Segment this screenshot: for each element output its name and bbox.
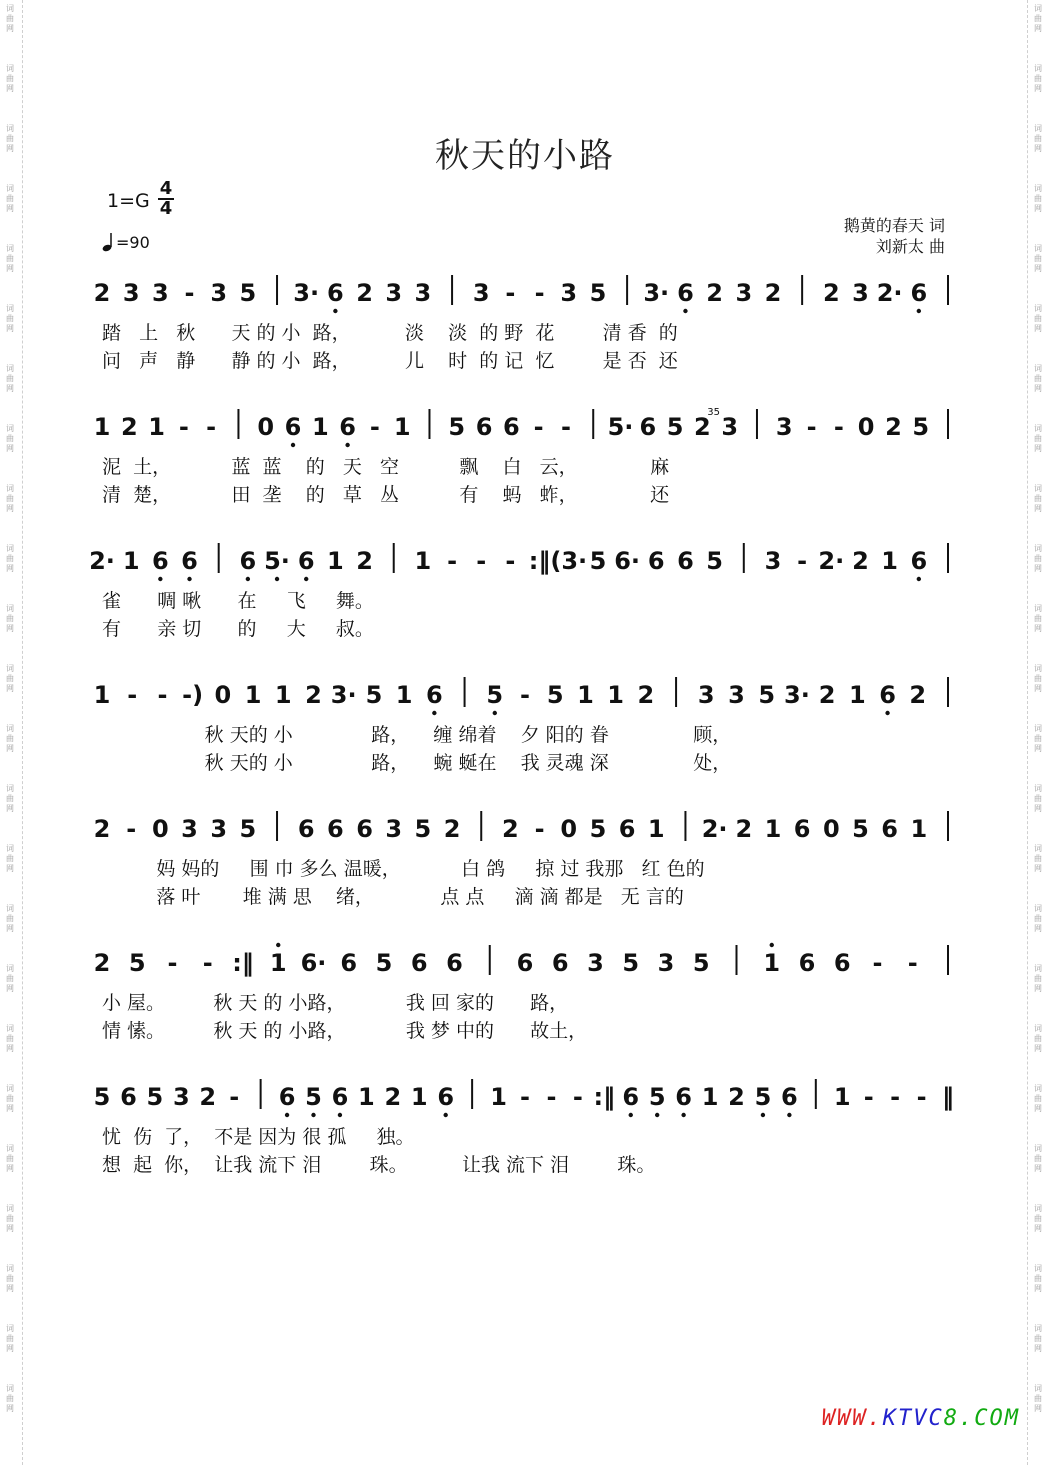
note-digit: 1 xyxy=(577,681,594,709)
note-digit: 2 xyxy=(120,413,138,441)
note-digit: 1 xyxy=(410,1083,428,1111)
note-digit: 5 xyxy=(239,815,257,843)
note-digit: - xyxy=(520,1083,530,1111)
note-digit: 6 xyxy=(516,949,534,977)
note-digit: 2 xyxy=(735,815,753,843)
note-digit: - xyxy=(127,681,138,709)
edge-mark-text: 词曲网 xyxy=(1034,664,1042,693)
note-digit: 6 xyxy=(278,1083,296,1111)
note-digit: 2 xyxy=(885,413,902,441)
note-digit: 1 xyxy=(833,1083,851,1111)
low-octave-dot xyxy=(917,309,921,313)
note-digit: 6 xyxy=(284,413,302,441)
edge-mark-text: 词曲网 xyxy=(6,844,14,873)
edge-mark-text: 词曲网 xyxy=(1034,1144,1042,1173)
edge-mark-text: 词曲网 xyxy=(1034,784,1042,813)
note-digit: 2 xyxy=(637,681,655,709)
note-digit: 2 xyxy=(852,547,869,575)
note-digit: 3· xyxy=(784,681,810,709)
edge-mark-text: 词曲网 xyxy=(1034,604,1042,633)
note-digit: 1 xyxy=(122,547,140,575)
edge-mark-text: 词曲网 xyxy=(1034,904,1042,933)
edge-mark-text: 词曲网 xyxy=(1034,364,1042,393)
note-digit: 5 xyxy=(305,1083,322,1111)
note-digit: 5 xyxy=(93,1083,111,1111)
high-octave-dot xyxy=(770,943,774,947)
note-digit: 5 xyxy=(128,949,146,977)
note-digit: - xyxy=(833,413,844,441)
note-digit: 2 xyxy=(305,681,322,709)
grace-note: 35 xyxy=(707,407,721,418)
note-digit: 2 xyxy=(822,279,840,307)
edge-mark-text: 词曲网 xyxy=(6,904,14,933)
low-octave-dot xyxy=(246,577,250,581)
note-digit: 2 xyxy=(706,279,723,307)
note-digit: 5 xyxy=(706,547,723,575)
edge-mark-text: 词曲网 xyxy=(6,424,14,453)
key-signature: 1=G xyxy=(107,190,150,212)
note-digit: - xyxy=(206,413,217,441)
lyric-line: 有 亲 切 的 大 叔。 xyxy=(102,618,374,640)
time-signature-bottom: 4 xyxy=(159,198,173,219)
note-digit: - xyxy=(534,815,545,843)
high-octave-dot xyxy=(276,943,280,947)
note-digit: 6 xyxy=(437,1083,455,1111)
lyric-line: 落 叶 堆 满 思 绪， 点 点 滴 滴 都是 无 言的 xyxy=(102,886,684,908)
note-digit: 5 xyxy=(852,815,869,843)
site-watermark xyxy=(822,1406,1020,1431)
edge-mark-text: 词曲网 xyxy=(1034,424,1042,453)
note-digit: 0 xyxy=(560,815,578,843)
lyric-line: 妈 妈的 围 巾 多么 温暖， 白 鸽 掠 过 我那 红 色的 xyxy=(102,858,705,880)
note-digit: - xyxy=(476,547,487,575)
note-digit: 5· xyxy=(607,413,634,441)
lyric-line: 情 愫。 秋 天 的 小路， 我 梦 中的 故土， xyxy=(102,1020,588,1042)
edge-mark-text: 词曲网 xyxy=(6,1144,14,1173)
note-digit: 6 xyxy=(639,413,657,441)
note-digit: 6 xyxy=(910,279,928,307)
note-digit: -) xyxy=(182,681,204,709)
note-digit: 2 xyxy=(909,681,927,709)
lyric-line: 秋 天的 小 路， 蜿 蜒在 我 灵魂 深 处， xyxy=(102,752,732,774)
note-digit: :‖ xyxy=(528,547,551,575)
note-digit: 1 xyxy=(93,413,111,441)
watermark-part3: 8.COM xyxy=(943,1406,1020,1431)
note-digit: 6 xyxy=(798,949,816,977)
low-octave-dot xyxy=(761,1113,765,1117)
note-digit: - xyxy=(167,949,178,977)
note-digit: - xyxy=(534,279,545,307)
note-digit: 2 xyxy=(356,547,373,575)
note-digit: 1 xyxy=(910,815,928,843)
note-digit: - xyxy=(157,681,168,709)
edge-mark-text: 词曲网 xyxy=(1034,4,1042,33)
note-digit: 5 xyxy=(589,547,607,575)
edge-mark-text: 词曲网 xyxy=(6,1024,14,1053)
note-digit: 5 xyxy=(239,279,257,307)
song-title: 秋天的小路 xyxy=(435,136,615,176)
low-octave-dot xyxy=(885,711,889,715)
edge-mark-text: 词曲网 xyxy=(1034,1384,1042,1413)
note-digit: 0 xyxy=(822,815,840,843)
note-digit: 6 xyxy=(426,681,443,709)
edge-mark-text: 词曲网 xyxy=(1034,1024,1042,1053)
note-digit: 6 xyxy=(410,949,428,977)
low-octave-dot xyxy=(275,577,279,581)
note-digit: 3 xyxy=(721,413,739,441)
note-digit: 2· xyxy=(701,815,728,843)
note-digit: 3 xyxy=(472,279,490,307)
note-digit: 5· xyxy=(264,547,290,575)
note-digit: 3 xyxy=(210,815,228,843)
edge-mark-text: 词曲网 xyxy=(6,484,14,513)
note-digit: 3 xyxy=(210,279,228,307)
edge-mark-text: 词曲网 xyxy=(6,184,14,213)
low-octave-dot xyxy=(683,309,687,313)
note-digit: 3 xyxy=(775,413,793,441)
edge-mark-text: 词曲网 xyxy=(1034,1084,1042,1113)
note-digit: 2 xyxy=(728,1083,745,1111)
note-digit: 3· xyxy=(330,681,357,709)
low-octave-dot xyxy=(629,1113,633,1117)
note-digit: 1 xyxy=(269,949,287,977)
note-digit: - xyxy=(184,279,195,307)
note-digit: 6 xyxy=(331,1083,349,1111)
note-digit: 5 xyxy=(692,949,710,977)
note-digit: 2 xyxy=(694,413,711,441)
note-digit: 6 xyxy=(239,547,257,575)
note-digit: 3 xyxy=(181,815,198,843)
note-digit: 2· xyxy=(876,279,903,307)
note-digit: 6 xyxy=(677,547,694,575)
note-digit: 1 xyxy=(358,1083,375,1111)
note-digit: 1 xyxy=(647,815,665,843)
note-digit: :‖ xyxy=(232,949,254,977)
note-digit: - xyxy=(560,413,571,441)
note-digit: 3 xyxy=(697,681,715,709)
note-digit: - xyxy=(533,413,544,441)
note-digit: :‖ xyxy=(593,1083,616,1111)
note-digit: 6 xyxy=(327,279,344,307)
low-octave-dot xyxy=(285,1113,289,1117)
note-digit: 1 xyxy=(327,547,344,575)
note-digit: - xyxy=(797,547,808,575)
low-octave-dot xyxy=(917,577,921,581)
note-digit: 0 xyxy=(857,413,875,441)
note-digit: - xyxy=(520,681,530,709)
note-digit: - xyxy=(890,1083,901,1111)
lyric-line: 踏 上 秋 天 的 小 路， 淡 淡 的 野 花 清 香 的 xyxy=(102,322,678,344)
low-octave-dot xyxy=(304,577,308,581)
note-digit: 6 xyxy=(339,413,356,441)
edge-mark-text: 词曲网 xyxy=(6,1384,14,1413)
low-octave-dot xyxy=(333,309,337,313)
note-digit: 6 xyxy=(181,547,198,575)
note-digit: 6· xyxy=(300,949,327,977)
watermark-part2: KTVC xyxy=(882,1406,944,1431)
edge-mark-text: 词曲网 xyxy=(1034,1264,1042,1293)
edge-mark-text: 词曲网 xyxy=(1034,184,1042,213)
note-digit: - xyxy=(505,279,516,307)
note-digit: 2· xyxy=(89,547,115,575)
edge-mark-text: 词曲网 xyxy=(1034,964,1042,993)
edge-mark-text: 词曲网 xyxy=(6,1324,14,1353)
note-digit: 2 xyxy=(818,681,836,709)
note-digit: - xyxy=(369,413,380,441)
note-digit: 3 xyxy=(151,279,169,307)
note-digit: 6 xyxy=(793,815,811,843)
low-octave-dot xyxy=(311,1113,315,1117)
edge-mark-text: 词曲网 xyxy=(6,1204,14,1233)
note-digit: (3· xyxy=(550,547,588,575)
note-digit: - xyxy=(907,949,918,977)
note-digit: 3 xyxy=(172,1083,190,1111)
note-digit: 3 xyxy=(414,279,432,307)
note-digit: 3· xyxy=(643,279,670,307)
note-digit: 1 xyxy=(881,547,899,575)
note-digit: 2 xyxy=(199,1083,217,1111)
lyric-line: 想 起 你， 让我 流下 泪 珠。 让我 流下 泪 珠。 xyxy=(102,1154,656,1176)
low-octave-dot xyxy=(681,1113,685,1117)
note-digit: 3 xyxy=(385,815,403,843)
edge-mark-text: 词曲网 xyxy=(6,124,14,153)
lyric-line: 小 屋。 秋 天 的 小路， 我 回 家的 路， xyxy=(102,992,569,1014)
low-octave-dot xyxy=(187,577,191,581)
note-digit: - xyxy=(447,547,458,575)
note-digit: 3 xyxy=(587,949,604,977)
note-digit: 2 xyxy=(502,815,519,843)
low-octave-dot xyxy=(493,711,497,715)
note-digit: 6 xyxy=(618,815,636,843)
edge-mark-text: 词曲网 xyxy=(6,964,14,993)
note-digit: 1 xyxy=(701,1083,719,1111)
tempo-value: =90 xyxy=(116,232,150,252)
note-digit: 6 xyxy=(881,815,899,843)
edge-mark-text: 词曲网 xyxy=(6,1084,14,1113)
low-octave-dot xyxy=(158,577,162,581)
lyric-line: 秋 天的 小 路， 缠 绵着 夕 阳的 眷 顾， xyxy=(102,724,732,746)
low-octave-dot xyxy=(432,711,436,715)
note-digit: 6 xyxy=(647,547,665,575)
edge-mark-text: 词曲网 xyxy=(1034,304,1042,333)
note-digit: 6 xyxy=(340,949,358,977)
note-digit: 6 xyxy=(297,815,315,843)
note-digit: 3 xyxy=(657,949,675,977)
note-digit: 6 xyxy=(297,547,315,575)
note-digit: 1 xyxy=(148,413,165,441)
note-digit: 2 xyxy=(93,815,111,843)
note-digit: 6 xyxy=(503,413,520,441)
note-digit: 1 xyxy=(764,815,782,843)
note-digit: 6 xyxy=(879,681,896,709)
note-digit: - xyxy=(916,1083,927,1111)
note-digit: 5 xyxy=(589,815,607,843)
note-digit: 6 xyxy=(356,815,373,843)
edge-mark-text: 词曲网 xyxy=(6,1264,14,1293)
note-digit: 6 xyxy=(446,949,463,977)
note-digit: 6 xyxy=(475,413,493,441)
note-digit: - xyxy=(178,413,189,441)
note-digit: 5 xyxy=(648,1083,666,1111)
note-digit: 5 xyxy=(546,681,564,709)
note-digit: 3 xyxy=(560,279,578,307)
note-digit: 6 xyxy=(677,279,694,307)
edge-mark-text: 词曲网 xyxy=(6,544,14,573)
lyric-line: 问 声 静 静 的 小 路， 儿 时 的 记 忆 是 否 还 xyxy=(102,350,678,372)
note-digit: ‖ xyxy=(942,1083,954,1111)
note-digit: 1 xyxy=(607,681,624,709)
note-digit: - xyxy=(126,815,137,843)
note-digit: - xyxy=(572,1083,583,1111)
note-digit: 6 xyxy=(551,949,569,977)
lyric-line: 忧 伤 了， 不是 因为 很 孤 独。 xyxy=(102,1126,415,1148)
note-digit: 0 xyxy=(257,413,275,441)
note-digit: 5 xyxy=(414,815,432,843)
edge-mark-text: 词曲网 xyxy=(1034,244,1042,273)
note-digit: 2 xyxy=(764,279,782,307)
edge-mark-text: 词曲网 xyxy=(6,364,14,393)
note-digit: 5 xyxy=(622,949,640,977)
note-digit: 5 xyxy=(754,1083,772,1111)
note-digit: 0 xyxy=(151,815,169,843)
note-digit: 3 xyxy=(764,547,782,575)
note-digit: 5 xyxy=(666,413,684,441)
note-digit: 5 xyxy=(448,413,466,441)
lyric-line: 泥 土， 蓝 蓝 的 天 空 飘 白 云， 麻 xyxy=(102,456,670,478)
note-digit: 1 xyxy=(311,413,329,441)
composer-credit: 刘新太 曲 xyxy=(875,237,945,256)
note-digit: - xyxy=(806,413,817,441)
edge-mark-text: 词曲网 xyxy=(1034,1204,1042,1233)
note-digit: 3· xyxy=(293,279,320,307)
time-signature-top: 4 xyxy=(159,178,173,199)
note-digit: 5 xyxy=(589,279,607,307)
note-digit: 3 xyxy=(735,279,753,307)
note-digit: 3 xyxy=(728,681,745,709)
low-octave-dot xyxy=(345,443,349,447)
note-digit: 1 xyxy=(414,547,432,575)
lyricist-credit: 鹅黄的春天 词 xyxy=(843,216,945,235)
note-digit: - xyxy=(546,1083,557,1111)
note-digit: 6 xyxy=(675,1083,692,1111)
edge-mark-text: 词曲网 xyxy=(1034,124,1042,153)
note-digit: 1 xyxy=(244,681,262,709)
edge-mark-text: 词曲网 xyxy=(1034,844,1042,873)
note-digit: - xyxy=(872,949,883,977)
note-digit: 2· xyxy=(818,547,845,575)
note-digit: 2 xyxy=(93,279,111,307)
note-digit: - xyxy=(202,949,213,977)
note-digit: - xyxy=(863,1083,874,1111)
note-digit: 1 xyxy=(393,413,411,441)
low-octave-dot xyxy=(338,1113,342,1117)
note-digit: 6 xyxy=(622,1083,640,1111)
note-digit: 0 xyxy=(214,681,232,709)
note-digit: 2 xyxy=(93,949,111,977)
note-digit: 6 xyxy=(327,815,344,843)
edge-mark-text: 词曲网 xyxy=(1034,64,1042,93)
note-digit: 5 xyxy=(486,681,504,709)
note-digit: 5 xyxy=(365,681,383,709)
note-digit: 3 xyxy=(122,279,140,307)
watermark-part1: WWW. xyxy=(821,1406,883,1431)
edge-mark-text: 词曲网 xyxy=(6,724,14,753)
note-digit: 5 xyxy=(758,681,776,709)
low-octave-dot xyxy=(443,1113,447,1117)
note-digit: 1 xyxy=(93,681,111,709)
note-digit: 6 xyxy=(151,547,169,575)
edge-mark-text: 词曲网 xyxy=(6,604,14,633)
edge-mark-text: 词曲网 xyxy=(6,244,14,273)
note-digit: 5 xyxy=(146,1083,164,1111)
note-digit: 3 xyxy=(385,279,403,307)
edge-mark-text: 词曲网 xyxy=(1034,1324,1042,1353)
low-octave-dot xyxy=(291,443,295,447)
note-digit: 1 xyxy=(849,681,866,709)
note-digit: 1 xyxy=(490,1083,507,1111)
note-digit: 1 xyxy=(274,681,292,709)
note-digit: 6· xyxy=(614,547,641,575)
edge-mark-text: 词曲网 xyxy=(6,64,14,93)
note-digit: 1 xyxy=(763,949,781,977)
note-digit: 6 xyxy=(120,1083,137,1111)
note-digit: - xyxy=(229,1083,240,1111)
edge-mark-text: 词曲网 xyxy=(1034,724,1042,753)
note-digit: 5 xyxy=(912,413,930,441)
edge-mark-text: 词曲网 xyxy=(1034,544,1042,573)
edge-mark-text: 词曲网 xyxy=(6,304,14,333)
note-digit: 3 xyxy=(852,279,869,307)
edge-mark-text: 词曲网 xyxy=(1034,484,1042,513)
note-digit: 2 xyxy=(356,279,373,307)
note-digit: 2 xyxy=(384,1083,402,1111)
low-octave-dot xyxy=(655,1113,659,1117)
note-digit: - xyxy=(505,547,516,575)
note-digit: 6 xyxy=(833,949,851,977)
low-octave-dot xyxy=(787,1113,791,1117)
edge-mark-text: 词曲网 xyxy=(6,784,14,813)
note-digit: 6 xyxy=(781,1083,798,1111)
edge-mark-text: 词曲网 xyxy=(6,664,14,693)
lyric-line: 清 楚， 田 垄 的 草 丛 有 蚂 蚱， 还 xyxy=(102,484,670,506)
note-digit: 2 xyxy=(443,815,461,843)
note-digit: 5 xyxy=(375,949,393,977)
edge-mark-text: 词曲网 xyxy=(6,4,14,33)
note-digit: 1 xyxy=(395,681,413,709)
note-digit: 6 xyxy=(910,547,928,575)
lyric-line: 雀 啁 啾 在 飞 舞。 xyxy=(102,590,374,612)
